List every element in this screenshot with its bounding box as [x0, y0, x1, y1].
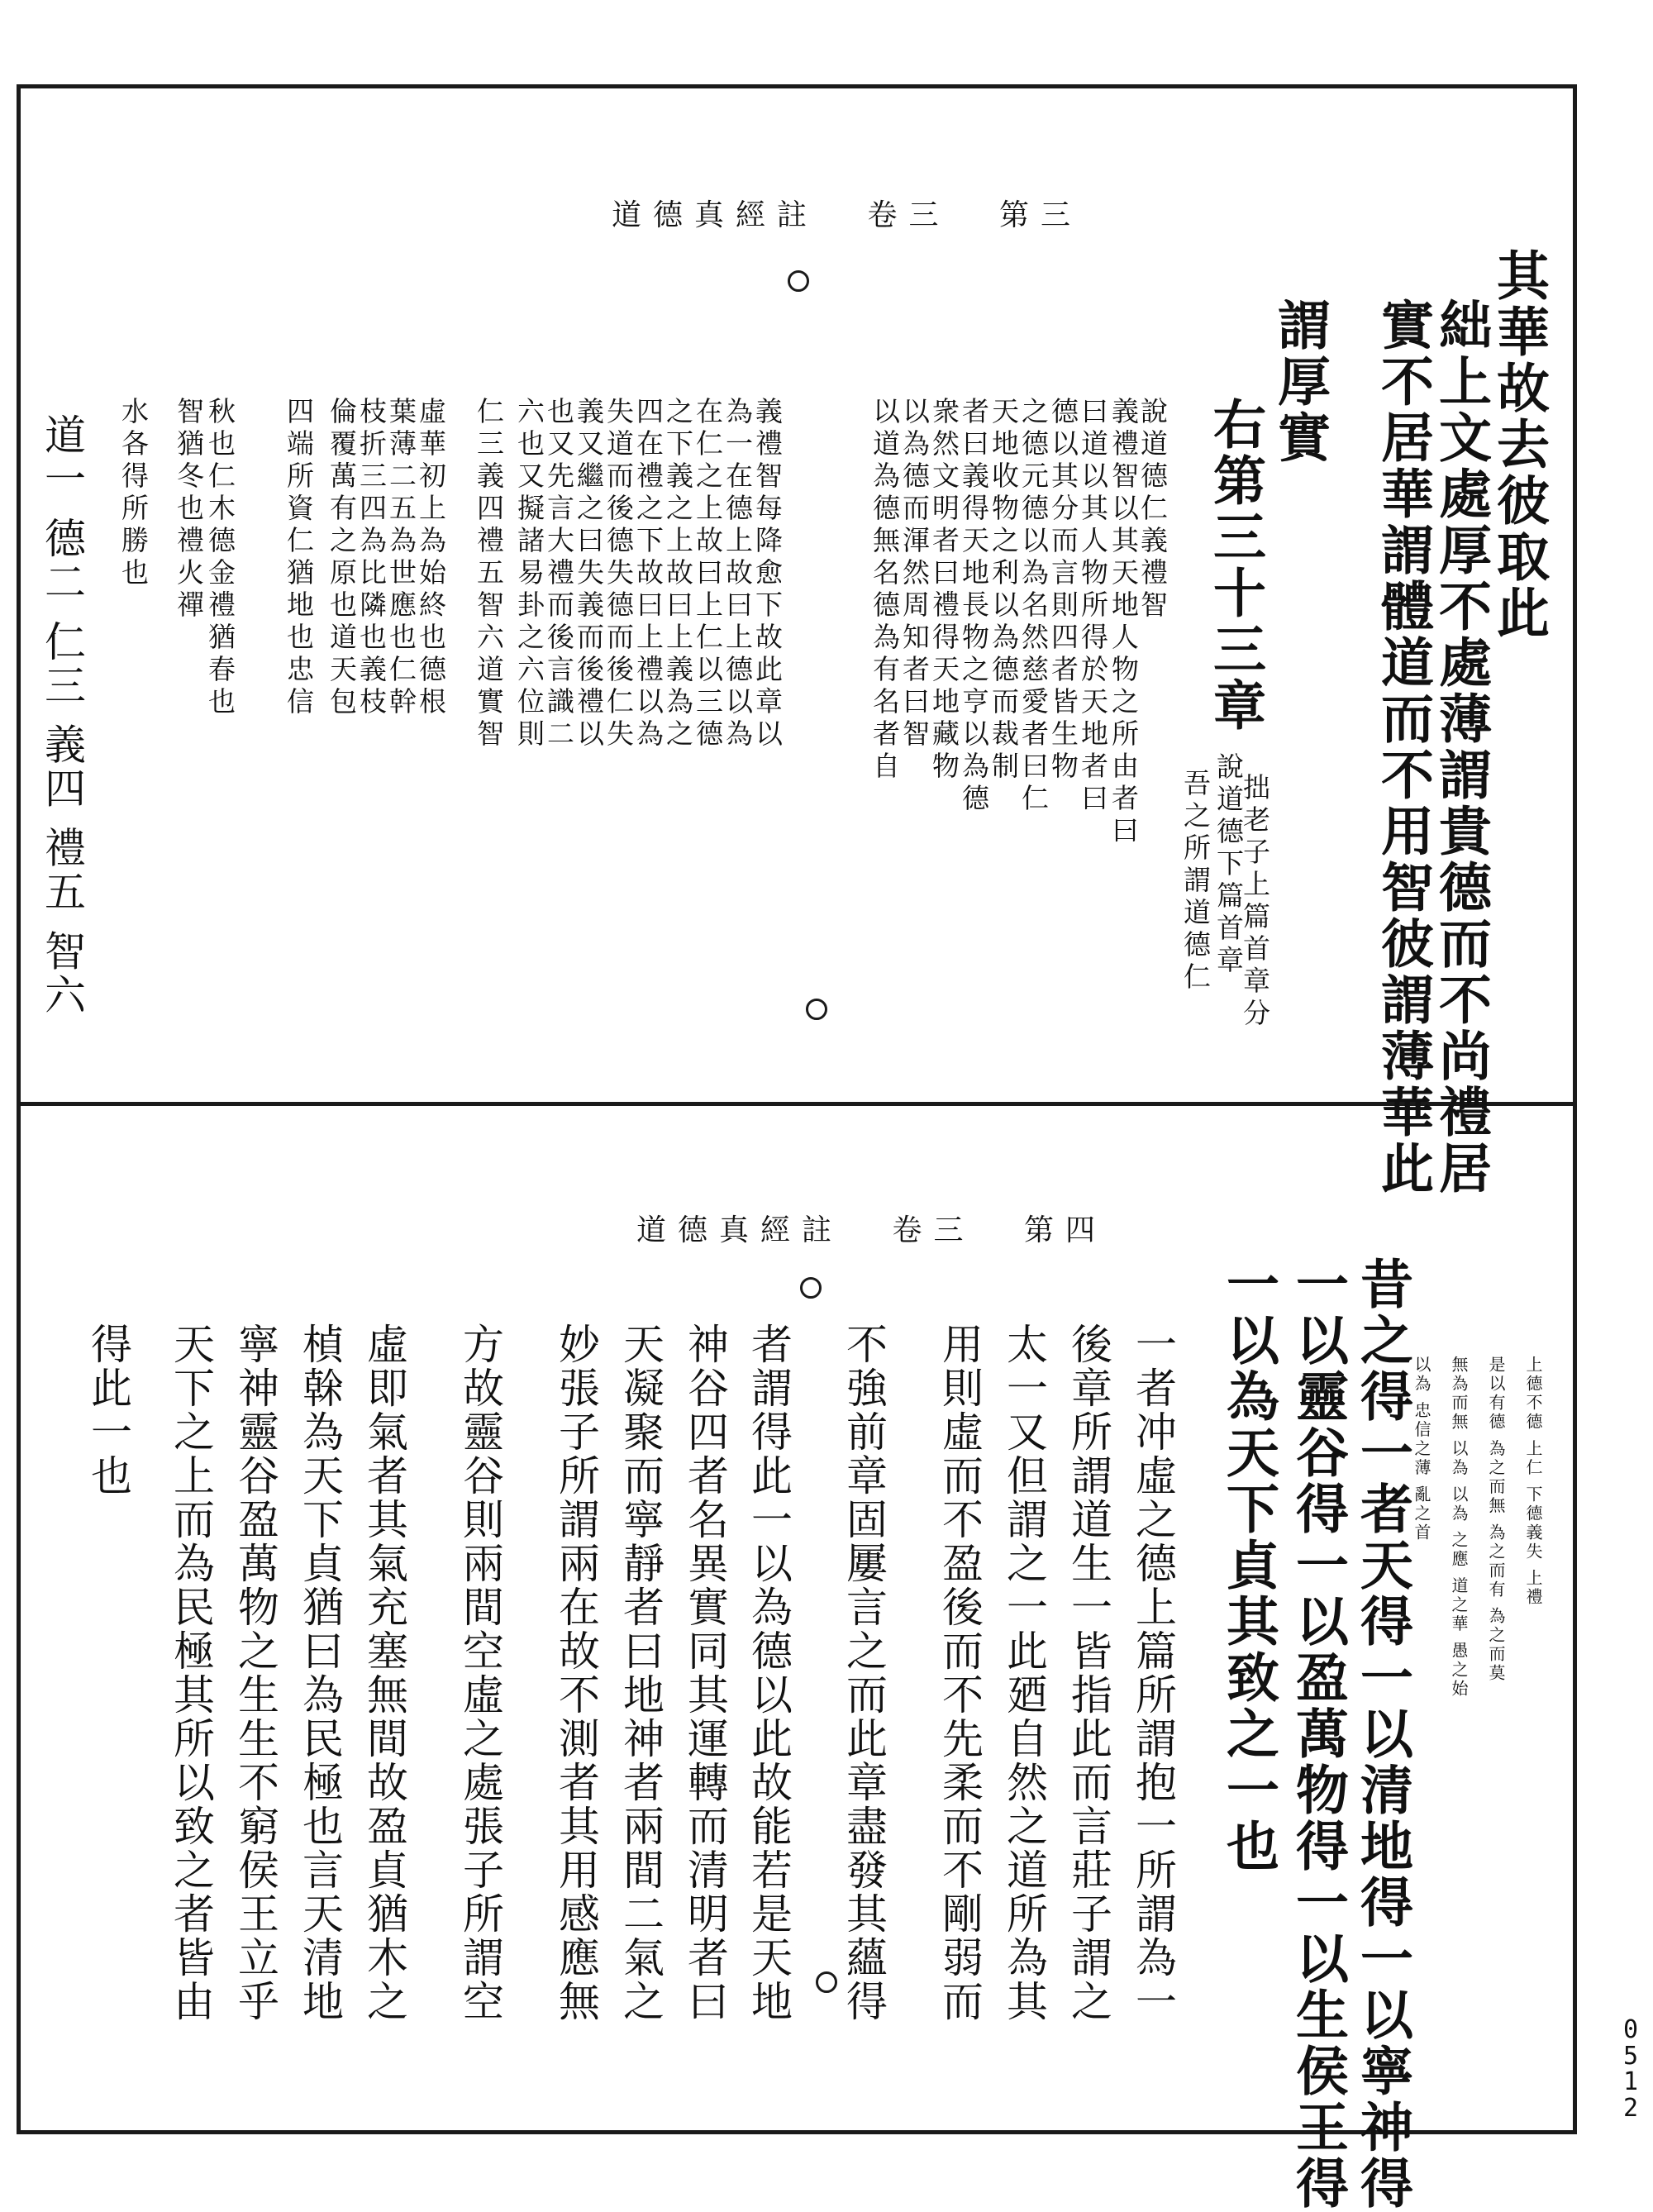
upper-commentary-col-5: 四在禮之下故曰上禮以為: [632, 397, 665, 751]
lower-commentary-col-1: 一者冲虛之德上篇所謂抱一所謂為一: [1129, 1323, 1177, 2024]
upper-commentary-col-4: 之下義之上故曰上義為之: [662, 397, 694, 751]
lower-main-col-2: 一以靈谷得一以盈萬物得一以生侯王得: [1287, 1256, 1349, 2212]
upper-running-header: [612, 192, 1110, 234]
upper-main-col-4: 謂厚實: [1269, 298, 1331, 466]
lower-fish-tail-marker: [800, 1277, 822, 1299]
upper-commentary-col-17: 智猶冬也禮火禪: [173, 397, 205, 622]
upper-commentary-col-1: 義禮智每降愈下故此章以: [751, 397, 784, 751]
upper-chapter-note: 說道德下篇首章: [1212, 752, 1245, 978]
lower-commentary-col-13: 寧神靈谷盈萬物之生生不窮侯王立乎: [231, 1323, 279, 2024]
upper-note-col-10: 衆然文明者曰禮得天地藏物: [928, 397, 960, 784]
upper-commentary-col-12: 葉薄二五為世應也仁幹: [385, 397, 417, 719]
lower-interlinear-note-1: 上德不德 上仁 下德義失 上禮: [1523, 1356, 1543, 1608]
upper-commentary-col-2: 為一在德上故曰上德以為: [722, 397, 754, 751]
upper-mid-circle-marker: [806, 999, 827, 1020]
upper-note-col-11: 以為德而渾然周知者曰智: [898, 397, 931, 751]
lower-interlinear-note-3: 無為而無 以為 以為 之應 道之華 愚之始: [1449, 1356, 1469, 1699]
upper-chapter-title: 右第三十三章: [1204, 397, 1266, 734]
upper-note-col-1: 拙老子上篇首章分: [1239, 773, 1271, 1031]
page-divider: [17, 1102, 1577, 1106]
upper-note-col-9: 者曰義得天地長物之亨以為德: [958, 397, 990, 816]
upper-commentary-col-15: 四端所資仁猶地也忠信: [283, 397, 315, 719]
upper-commentary-col-9: 六也又擬諸易卦之六位則: [513, 397, 545, 751]
upper-commentary-col-6: 失道而後德失德而後仁失: [603, 397, 635, 751]
upper-note-col-2: 吾之所謂道德仁: [1179, 769, 1212, 994]
lower-interlinear-note-2: 是以有德 為之而無 為之而有 為之而莫: [1486, 1356, 1506, 1684]
upper-note-col-3: 說道德仁義禮智: [1136, 397, 1169, 622]
lower-commentary-col-14: 天下之上而為民極其所以致之者皆由: [167, 1323, 215, 2024]
upper-note-col-12: 以道為德無名德為有名者自: [869, 397, 901, 784]
lower-header-folio: 第四: [1023, 1213, 1107, 1247]
lower-commentary-col-5: 不強前章固屢言之而此章盡發其蘊得: [840, 1323, 888, 2024]
lower-commentary-col-15: 得此一也: [84, 1323, 132, 1498]
upper-note-col-5: 曰道以其人物所得於天地者曰: [1077, 397, 1109, 816]
lower-commentary-col-7: 神谷四者名異實同其運轉而清明者曰: [681, 1323, 729, 2024]
lower-commentary-col-6: 者謂得此一以為德以此故能若是天地: [745, 1323, 793, 2024]
upper-main-col-1: 其華故去彼取此: [1488, 248, 1550, 641]
upper-commentary-col-10: 仁三義四禮五智六道實智: [473, 397, 505, 751]
lower-commentary-col-8: 天凝聚而寧靜者曰地神者兩間二氣之: [617, 1323, 665, 2024]
upper-main-col-2: 絀上文處厚不處薄謂貴德而不尚禮居: [1430, 298, 1492, 1197]
lower-commentary-col-11: 虛即氣者其氣充塞無間故盈貞猶木之: [360, 1323, 408, 2024]
page-number: 0512: [1622, 2015, 1639, 2123]
upper-main-col-3: 實不居華謂體道而不用智彼謂薄華此: [1372, 298, 1434, 1197]
upper-commentary-col-14: 倫覆萬有之原也道天包: [326, 397, 358, 719]
lower-header-book: 道德真經註: [636, 1213, 844, 1247]
lower-interlinear-note-4: 以為 忠信之薄 亂之首: [1412, 1356, 1431, 1542]
upper-note-col-4: 義禮智以其天地人物之所由者曰: [1108, 397, 1140, 848]
lower-commentary-col-3: 太一又但謂之一此廼自然之道所為其: [1000, 1323, 1048, 2024]
lower-running-header: [636, 1207, 1135, 1249]
lower-commentary-col-4: 用則虛而不盈後而不先柔而不剛弱而: [936, 1323, 984, 2024]
lower-commentary-col-12: 楨榦為天下貞猶曰為民極也言天清地: [296, 1323, 344, 2024]
upper-commentary-col-16: 秋也仁木德金禮猶春也: [204, 397, 236, 719]
upper-note-col-7: 之德元德以為名然慈愛者曰仁: [1017, 397, 1050, 816]
upper-header-book: 道德真經註: [612, 198, 819, 232]
upper-commentary-col-13: 枝折三四為比隣也義枝: [355, 397, 388, 719]
upper-commentary-col-11: 虛華初上為始終也德根: [415, 397, 447, 719]
lower-main-col-3: 一以為天下貞其致之一也: [1217, 1256, 1279, 1875]
lower-main-col-1: 昔之得一者天得一以清地得一以寧神得: [1351, 1256, 1413, 2212]
upper-note-col-8: 天地收物之利以為德而裁制: [988, 397, 1020, 784]
upper-commentary-col-7: 義又繼之曰失義而後禮以: [573, 397, 605, 751]
lower-commentary-col-9: 妙張子所謂兩在故不測者其用感應無: [552, 1323, 600, 2024]
upper-note-col-6: 德以其分而言則四者皆生物: [1047, 397, 1079, 784]
upper-bottom-line: 道一 德二 仁三 義四 禮五 智六: [38, 413, 86, 1018]
upper-commentary-col-8: 也又先言大禮而後言識二: [543, 397, 575, 751]
lower-commentary-col-2: 後章所謂道生一皆指此而言莊子謂之: [1065, 1323, 1112, 2024]
upper-header-juan: 卷三: [867, 198, 950, 232]
lower-header-juan: 卷三: [892, 1213, 975, 1247]
lower-commentary-col-10: 方故靈谷則兩間空虛之處張子所謂空: [456, 1323, 504, 2024]
upper-commentary-col-3: 在仁之上故曰上仁以三德: [692, 397, 724, 751]
lower-mid-circle-marker: [816, 1971, 837, 1993]
upper-fish-tail-marker: [788, 270, 809, 292]
upper-commentary-col-18: 水各得所勝也: [117, 397, 150, 590]
upper-header-folio: 第三: [998, 198, 1082, 232]
